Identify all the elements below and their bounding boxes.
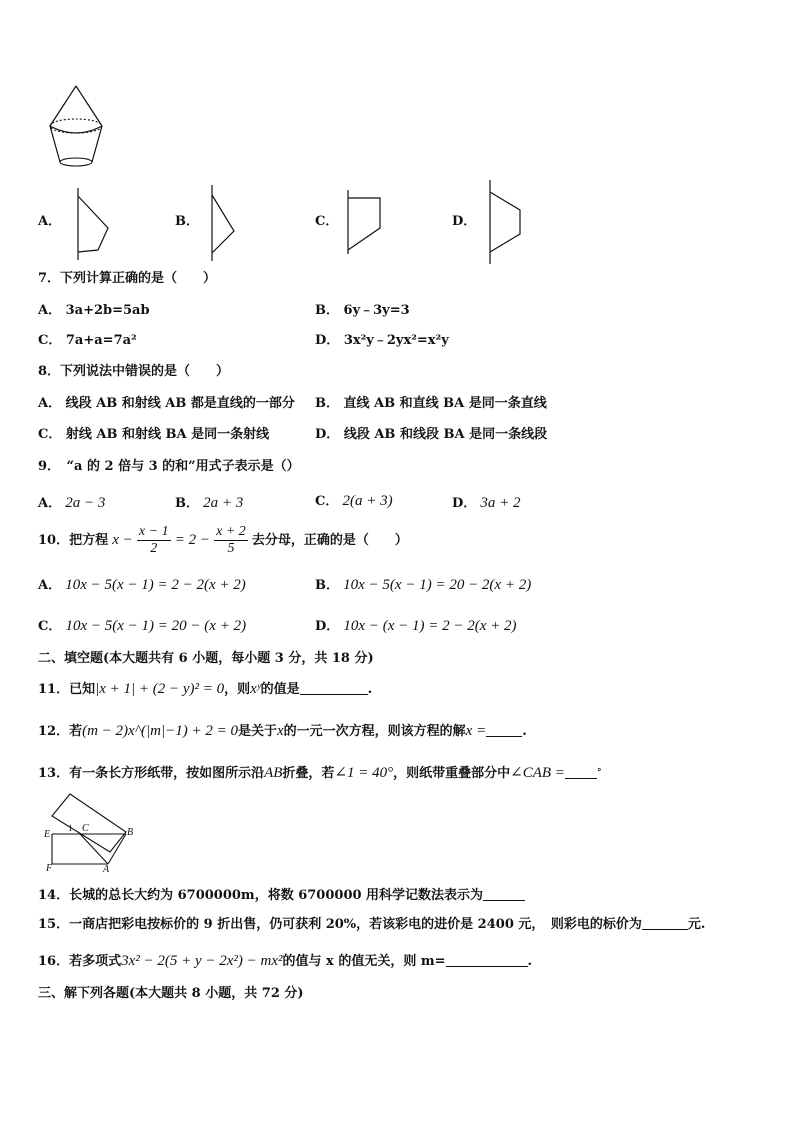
q15: 15．一商店把彩电按标价的 9 折出售，仍可获利 20%，若该彩电的进价是 2400 元， 则彩电的标价为 元.	[38, 917, 706, 932]
option-d-label: D．	[452, 214, 477, 229]
q10-fraction-1: $\frac{x - 1}{2}$	[138, 524, 169, 556]
q9-option-a: A． 2a − 3	[38, 495, 106, 511]
q7-option-b: B． 6y﹣3y=3	[315, 303, 410, 318]
q13: 13．有一条长方形纸带，按如图所示沿AB折叠，若∠1 = 40°，则纸带重叠部分中∠CAB = °	[38, 765, 602, 781]
solid-figure	[44, 84, 110, 174]
q10-fraction-2: $\frac{x + 2}{5}$	[216, 524, 246, 556]
q9-option-c: C． 2(a + 3)	[315, 493, 393, 509]
option-c-label: C．	[315, 214, 339, 229]
option-b-label: B．	[175, 214, 199, 229]
q11-answer-blank[interactable]	[300, 680, 368, 695]
q13-fold-figure	[40, 790, 140, 874]
q15-answer-blank[interactable]	[642, 915, 688, 930]
q12-answer-blank[interactable]	[486, 722, 522, 737]
fig13-label-f: F	[46, 863, 53, 874]
section-3-heading: 三、解下列各题(本大题共 8 小题，共 72 分)	[38, 986, 304, 1001]
q14-answer-blank[interactable]	[483, 886, 525, 901]
fig13-label-a: A	[103, 864, 110, 875]
q8-option-b: B． 直线 AB 和直线 BA 是同一条直线	[315, 396, 547, 411]
q7-option-a: A． 3a+2b=5ab	[38, 303, 150, 318]
q10-option-a: A． 10x − 5(x − 1) = 2 − 2(x + 2)	[38, 577, 246, 593]
section-2-heading: 二、填空题(本大题共有 6 小题，每小题 3 分，共 18 分)	[38, 651, 374, 666]
q8-option-a: A． 线段 AB 和射线 AB 都是直线的一部分	[38, 396, 295, 411]
q9-stem: 9． “a 的 2 倍与 3 的和”用式子表示是（）	[38, 459, 300, 474]
q12: 12．若(m − 2)x^(|m|−1) + 2 = 0是关于x的一元一次方程，则该方程的解x = .	[38, 723, 527, 739]
q7-option-d: D． 3x²y﹣2yx²=x²y	[315, 333, 449, 348]
q14: 14．长城的总长大约为 6700000m，将数 6700000 用科学记数法表示为	[38, 886, 525, 905]
fig13-label-1: 1	[68, 823, 73, 833]
q7-option-c: C． 7a+a=7a²	[38, 333, 137, 348]
q9-option-d: D． 3a + 2	[452, 495, 521, 511]
option-a-label: A．	[38, 214, 62, 229]
option-d-figure	[484, 180, 524, 264]
q10-option-b: B． 10x − 5(x − 1) = 20 − 2(x + 2)	[315, 577, 532, 593]
fig13-label-e: E	[44, 829, 51, 840]
option-c-figure	[344, 190, 384, 254]
q9-option-b: B． 2a + 3	[175, 495, 244, 511]
option-b-figure	[204, 185, 244, 261]
q16: 16．若多项式3x² − 2(5 + y − 2x²) − mx²的值与 x 的值无关，则 m= .	[38, 953, 533, 969]
q7-stem: 7．下列计算正确的是（ ）	[38, 271, 217, 286]
fig13-label-c: C	[82, 823, 89, 834]
option-a-figure	[70, 188, 120, 260]
q8-option-d: D． 线段 AB 和线段 BA 是同一条线段	[315, 427, 548, 442]
q10-stem: 10．把方程 x − $\frac{x - 1}{2}$ = 2 − $\frac{x + 2}{5}$ 去分母，正确的是（ ）	[38, 524, 408, 556]
q10-option-d: D． 10x − (x − 1) = 2 − 2(x + 2)	[315, 618, 517, 634]
q8-stem: 8．下列说法中错误的是（ ）	[38, 364, 230, 379]
q11: 11．已知|x + 1| + (2 − y)² = 0，则xʸ的值是 .	[38, 681, 373, 697]
q8-option-c: C． 射线 AB 和射线 BA 是同一条射线	[38, 427, 270, 442]
q10-option-c: C． 10x − 5(x − 1) = 20 − (x + 2)	[38, 618, 247, 634]
q16-answer-blank[interactable]	[446, 952, 528, 967]
q13-answer-blank[interactable]	[565, 764, 597, 779]
fig13-label-b: B	[127, 827, 134, 838]
